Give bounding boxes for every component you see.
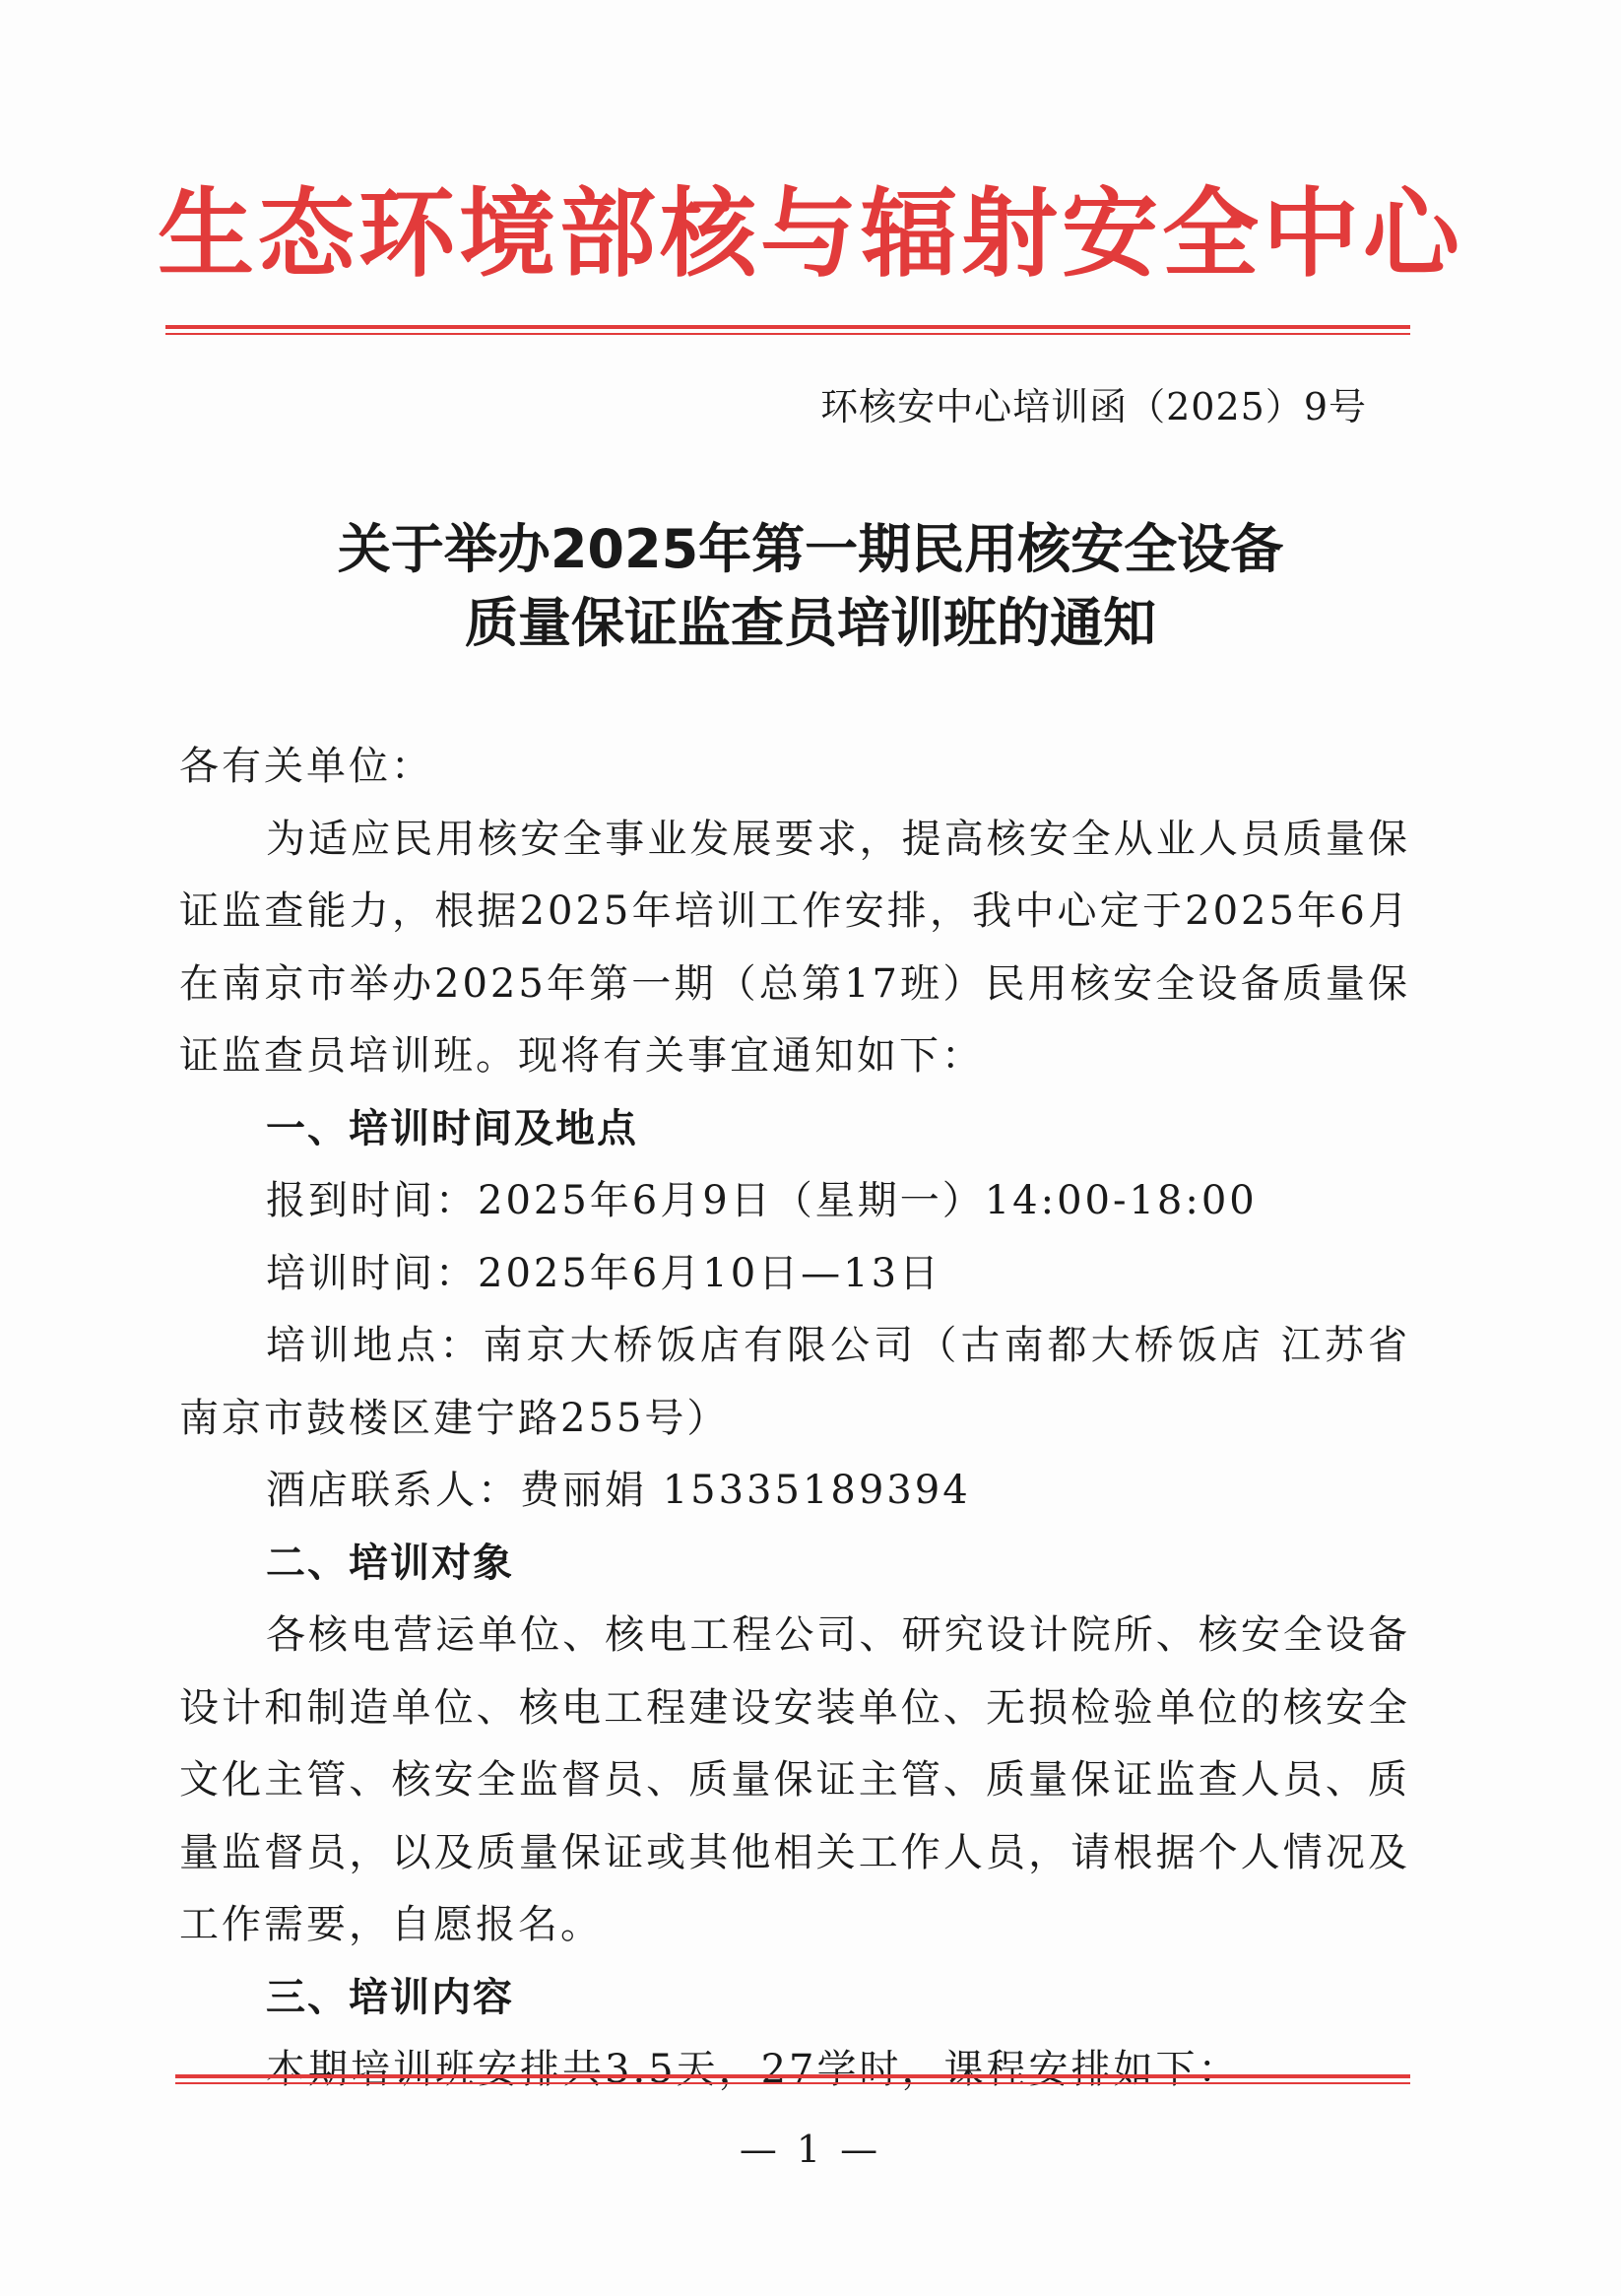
section-2-heading: 二、培训对象 [266,1540,514,1586]
intro-paragraph: 为适应民用核安全事业发展要求，提高核安全从业人员质量保证监查能力，根据2025年培训工作安排，我中心定于2025年6月在南京市举办2025年第一期（总第17班）民用核安全设备质量保证监查员培训班。现将有关事宜通知如下： [179,816,1410,1079]
hotel-contact: 酒店联系人：费丽娟 15335189394 [266,1468,971,1513]
registration-time: 报到时间：2025年6月9日（星期一）14:00-18:00 [266,1178,1258,1223]
training-time: 培训时间：2025年6月10日—13日 [266,1250,942,1296]
header-red-rule [165,325,1410,335]
section-1-heading: 一、培训时间及地点 [266,1105,638,1151]
training-location: 培训地点：南京大桥饭店有限公司（古南都大桥饭店 江苏省南京市鼓楼区建宁路255号） [179,1323,1410,1441]
notice-title [0,512,1621,660]
footer-red-rule [175,2074,1410,2084]
notice-body [179,731,1410,2107]
notice-title-line-1: 关于举办2025年第一期民用核安全设备 [337,518,1284,580]
section-3-heading: 三、培训内容 [266,1974,514,2020]
training-content: 本期培训班安排共3.5天，27学时，课程安排如下： [266,2047,1241,2092]
page-number: — 1 — [739,2128,882,2171]
document-number: 环核安中心培训函（2025）9号 [820,385,1367,428]
training-audience: 各核电营运单位、核电工程公司、研究设计院所、核安全设备设计和制造单位、核电工程建设安装单位、无损检验单位的核安全文化主管、核安全监督员、质量保证主管、质量保证监查人员、质量监督员，以及质量保证或其他相关工作人员，请根据个人情况及工作需要，自愿报名。 [179,1612,1410,1947]
salutation: 各有关单位： [179,744,433,789]
notice-title-line-2: 质量保证监查员培训班的通知 [465,592,1156,654]
organization-header: 生态环境部核与辐射安全中心 [157,178,1463,291]
